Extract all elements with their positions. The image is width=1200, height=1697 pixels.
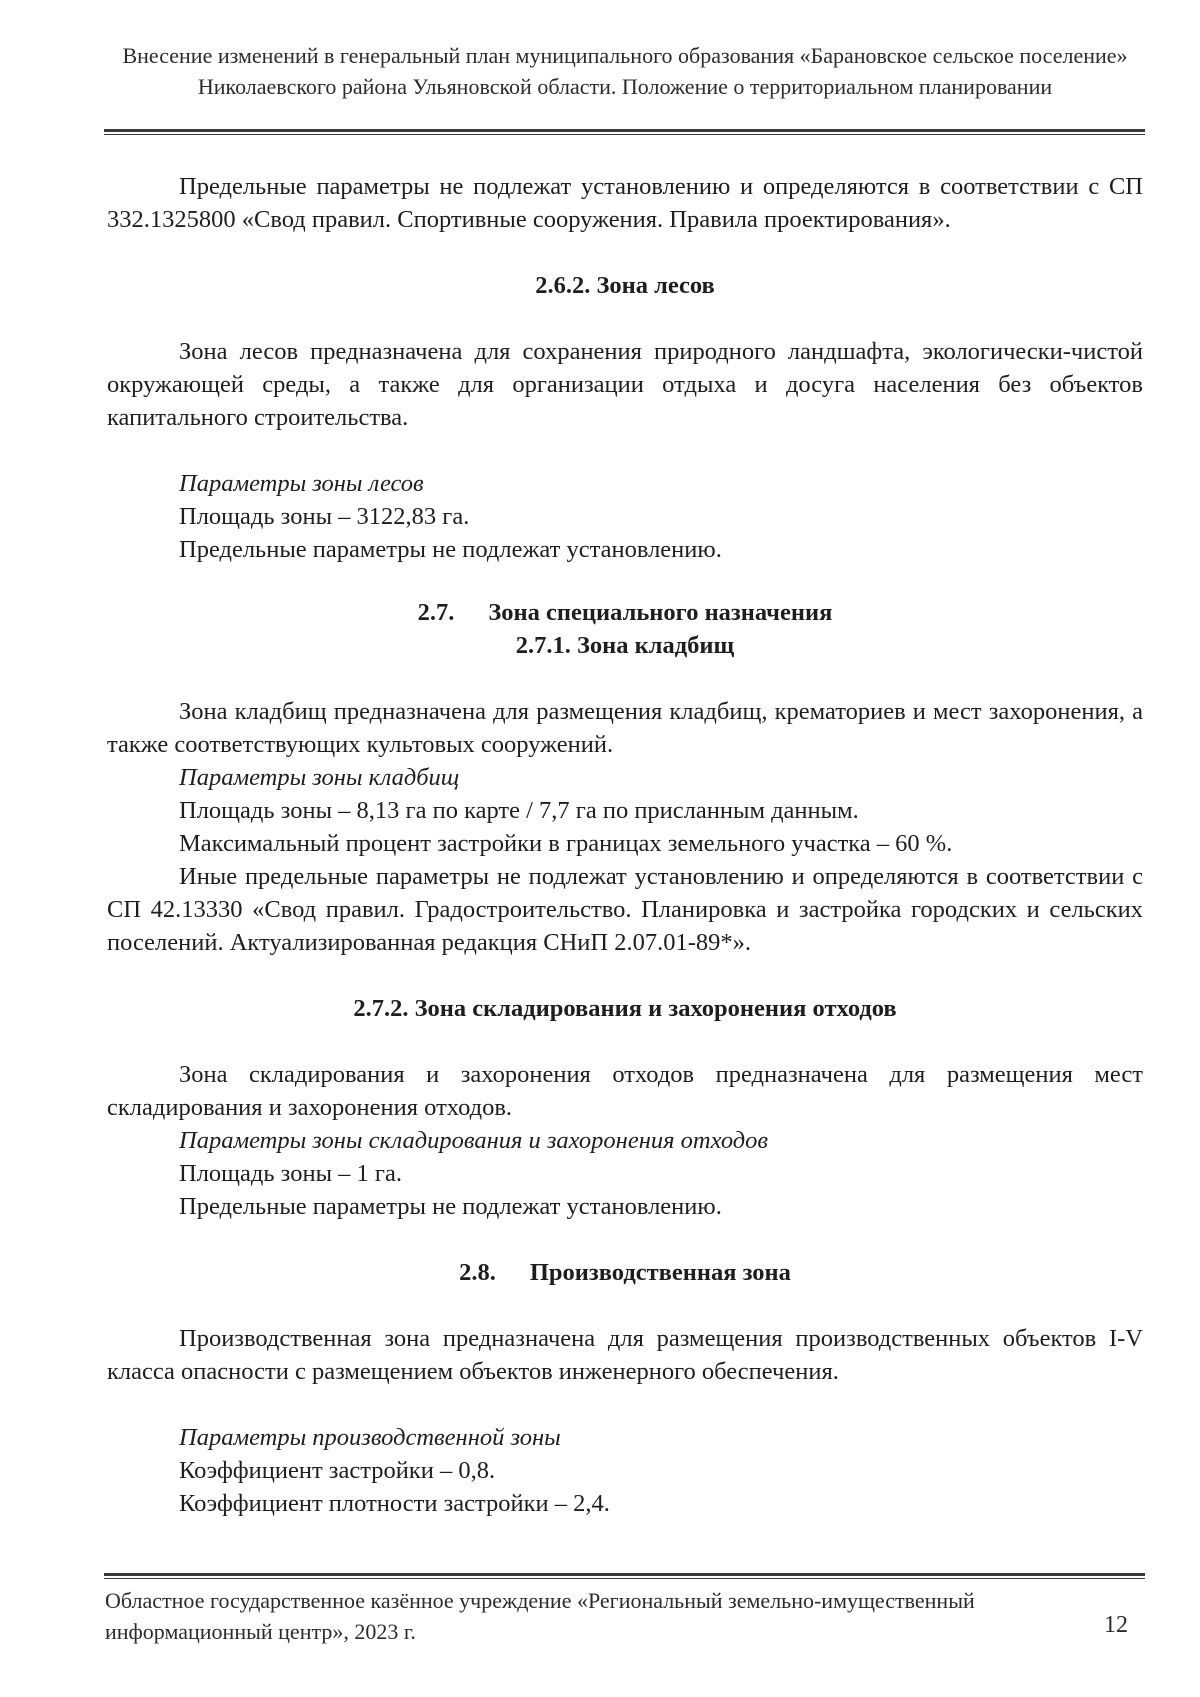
forest-limits: Предельные параметры не подлежат установлению. [179, 536, 722, 563]
paragraph-waste-zone: Зона складирования и захоронения отходов предназначена для размещения мест складирования и захоронения отходов. [107, 1061, 1143, 1121]
industrial-params-title: Параметры производственной зоны [179, 1424, 561, 1451]
document-header: Внесение изменений в генеральный план муниципального образования «Барановское сельское поселение» Николаевского района Ульяновской области. Положение о территориальном планировании [122, 43, 1128, 99]
heading-2-7-text: Зона специального назначения [488, 599, 833, 626]
cemetery-max-percent: Максимальный процент застройки в границах земельного участка – 60 %. [179, 830, 953, 857]
forest-area: Площадь зоны – 3122,83 га. [179, 503, 470, 530]
industrial-coefficient-density: Коэффициент плотности застройки – 2,4. [179, 1490, 610, 1517]
paragraph-cemetery-other: Иные предельные параметры не подлежат установлению и определяются в соответствии с СП 42.13330 «Свод правил. Градостроительство. Планировка и застройка городских и сельских поселений. Актуализированная редакция СНиП 2.07.01-89*». [107, 863, 1143, 956]
industrial-coefficient-built: Коэффициент застройки – 0,8. [179, 1457, 496, 1484]
heading-2-8-text: Производственная зона [529, 1259, 791, 1286]
header-divider [104, 129, 1145, 135]
heading-2-7-2: 2.7.2. Зона складирования и захоронения отходов [353, 995, 897, 1022]
heading-2-7 [107, 596, 1143, 629]
page-number: 12 [1104, 1612, 1128, 1638]
paragraph-forest-zone: Зона лесов предназначена для сохранения природного ландшафта, экологически-чистой окружающей среды, а также для организации отдыха и досуга населения без объектов капитального строительства. [107, 338, 1143, 431]
cemetery-params-title: Параметры зоны кладбищ [179, 764, 460, 791]
paragraph-sport-limits: Предельные параметры не подлежат установлению и определяются в соответствии с СП 332.1325800 «Свод правил. Спортивные сооружения. Правила проектирования». [107, 173, 1143, 233]
paragraph-industrial-zone: Производственная зона предназначена для размещения производственных объектов I-V класса опасности с размещением объектов инженерного обеспечения. [107, 1325, 1143, 1385]
waste-params-title: Параметры зоны складирования и захоронения отходов [179, 1127, 769, 1154]
document-footer: Областное государственное казённое учреждение «Региональный земельно-имущественный информационный центр», 2023 г. [105, 1588, 975, 1644]
footer-divider [104, 1573, 1145, 1579]
heading-2-7-1: 2.7.1. Зона кладбищ [515, 632, 735, 659]
waste-limits: Предельные параметры не подлежат установлению. [179, 1193, 722, 1220]
document-body [107, 170, 1143, 1520]
heading-2-8 [107, 1256, 1143, 1289]
forest-params-title: Параметры зоны лесов [179, 470, 424, 497]
heading-2-8-number: 2.8. [459, 1259, 496, 1286]
paragraph-cemetery-zone: Зона кладбищ предназначена для размещения кладбищ, крематориев и мест захоронения, а также соответствующих культовых сооружений. [107, 698, 1143, 758]
cemetery-area: Площадь зоны – 8,13 га по карте / 7,7 га по присланным данным. [179, 797, 859, 824]
heading-2-6-2: 2.6.2. Зона лесов [535, 272, 715, 299]
waste-area: Площадь зоны – 1 га. [179, 1160, 402, 1187]
heading-2-7-number: 2.7. [417, 599, 455, 626]
